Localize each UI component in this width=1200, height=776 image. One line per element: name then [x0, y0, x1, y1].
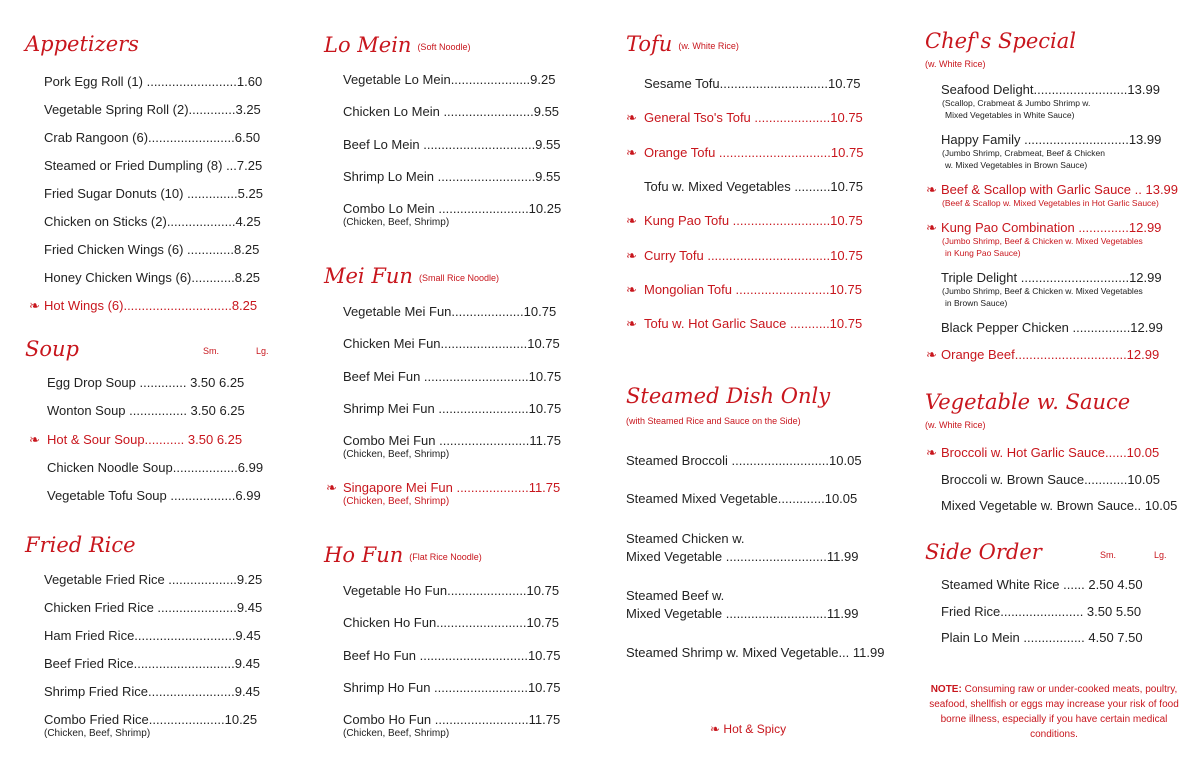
menu-item — [644, 248, 863, 263]
menu-item — [941, 630, 1143, 645]
menu-item-description: (Jumbo Shrimp, Beef & Chicken w. Mixed Vegetables — [942, 236, 1143, 246]
menu-item-text: Fried Rice....................... 3.50 5.50 — [941, 604, 1142, 619]
chili-pepper-icon: ❧ — [710, 722, 721, 736]
menu-item-description: (Scallop, Crabmeat & Jumbo Shrimp w. — [942, 98, 1091, 108]
tofu-subtitle: (w. White Rice) — [678, 41, 739, 51]
chili-pepper-icon: ❧ — [29, 298, 40, 313]
menu-item — [44, 130, 260, 145]
menu-item-text: Combo Ho Fun ..........................11.75 — [343, 712, 561, 727]
ho-fun-title — [324, 543, 482, 567]
menu-item-text: Honey Chicken Wings (6)............8.25 — [44, 270, 261, 285]
menu-item — [44, 298, 257, 313]
lo-mein-title-text: Lo Mein — [324, 33, 412, 57]
soup-sm-header: Sm. — [203, 346, 220, 356]
column-1 — [0, 0, 300, 776]
menu-item-description: (Chicken, Beef, Shrimp) — [44, 728, 151, 739]
mei-fun-subtitle: (Small Rice Noodle) — [418, 273, 499, 283]
menu-item-text: Chicken Lo Mein .........................9.55 — [343, 104, 560, 119]
chefs-special-note: (w. White Rice) — [925, 59, 986, 69]
menu-item-text: Chicken on Sticks (2)...................4.25 — [44, 214, 261, 229]
chili-pepper-icon: ❧ — [626, 316, 637, 331]
menu-item — [343, 401, 561, 416]
menu-item — [44, 270, 260, 285]
menu-item-text: Crab Rangoon (6)........................6.50 — [44, 130, 261, 145]
menu-item-text: Chicken Noodle Soup..................6.99 — [47, 460, 264, 475]
menu-item — [44, 102, 261, 117]
mei-fun-title — [324, 264, 499, 288]
menu-item — [343, 583, 559, 598]
note-label: NOTE: — [930, 684, 962, 695]
menu-item — [343, 712, 560, 740]
menu-item-text: Hot Wings (6)..............................8.25 — [44, 298, 258, 313]
menu-item-text: Shrimp Ho Fun ..........................10.75 — [343, 680, 561, 695]
menu-item-text: Orange Tofu ...............................10.75 — [644, 145, 864, 160]
menu-item — [343, 169, 560, 184]
menu-item — [47, 460, 263, 475]
menu-item-description: (Chicken, Beef, Shrimp) — [343, 217, 450, 228]
chili-pepper-icon: ❧ — [626, 213, 637, 228]
steamed-title: Steamed Dish Only — [626, 384, 831, 408]
menu-item-text: Triple Delight ..............................12.99 — [941, 270, 1162, 285]
menu-item-name-line: Steamed Beef w. — [626, 588, 725, 603]
menu-item — [941, 472, 1160, 487]
ho-fun-title-text: Ho Fun — [324, 543, 404, 567]
menu-item-text: Chicken Mei Fun........................10.75 — [343, 336, 560, 351]
menu-item-description: w. Mixed Vegetables in Brown Sauce) — [945, 159, 1088, 170]
side-order-title: Side Order — [925, 540, 1042, 564]
menu-item-text: Curry Tofu ..................................10.75 — [644, 248, 863, 263]
menu-item-text: Egg Drop Soup ............. 3.50 6.25 — [47, 375, 245, 390]
menu-item-description: in Brown Sauce) — [945, 297, 1008, 308]
menu-item-text: Mixed Vegetable ............................11.99 — [626, 549, 859, 564]
menu-item-text: Kung Pao Tofu ...........................10.75 — [644, 213, 863, 228]
menu-item — [626, 531, 858, 564]
menu-item — [644, 282, 862, 297]
menu-item — [941, 577, 1143, 592]
menu-item — [644, 145, 863, 160]
menu-item-description: (Chicken, Beef, Shrimp) — [343, 728, 450, 739]
menu-item — [44, 712, 257, 740]
menu-item-description: (Chicken, Beef, Shrimp) — [343, 496, 450, 507]
lo-mein-subtitle: (Soft Noodle) — [417, 42, 471, 52]
menu-item-text: Beef Fried Rice............................9.45 — [44, 656, 261, 671]
menu-item-text: Wonton Soup ................ 3.50 6.25 — [47, 403, 245, 418]
menu-item — [343, 137, 560, 152]
menu-item-text: Tofu w. Mixed Vegetables ..........10.75 — [644, 179, 863, 194]
menu-item-text: Orange Beef...............................12.99 — [941, 347, 1160, 362]
menu-item — [343, 480, 560, 508]
chili-pepper-icon: ❧ — [626, 145, 637, 160]
menu-item — [343, 201, 561, 229]
menu-item — [626, 491, 857, 506]
spicy-legend — [710, 722, 786, 736]
ho-fun-subtitle: (Flat Rice Noodle) — [409, 552, 482, 562]
column-4 — [900, 0, 1200, 776]
menu-item-text: Seafood Delight..........................13.99 — [941, 82, 1160, 97]
menu-item-text: Chicken Fried Rice ......................9.45 — [44, 600, 263, 615]
menu-item-text: Combo Mei Fun .........................11.75 — [343, 433, 561, 448]
menu-item — [626, 588, 858, 621]
chili-pepper-icon: ❧ — [626, 248, 637, 263]
menu-item-text: Shrimp Fried Rice........................9.45 — [44, 684, 261, 699]
menu-item-description: (Jumbo Shrimp, Crabmeat, Beef & Chicken — [942, 148, 1105, 158]
menu-item-text: Steamed Mixed Vegetable.............10.05 — [626, 491, 858, 506]
menu-item — [343, 680, 560, 695]
menu-item — [44, 242, 259, 257]
menu-item — [626, 453, 862, 468]
menu-item — [44, 656, 260, 671]
tofu-title-text: Tofu — [626, 32, 673, 56]
menu-item-text: Vegetable Fried Rice ...................9.25 — [44, 572, 263, 587]
menu-item — [44, 158, 262, 173]
menu-item — [941, 320, 1163, 335]
menu-item-text: Mongolian Tofu ..........................10.75 — [644, 282, 862, 297]
chili-pepper-icon: ❧ — [29, 432, 40, 447]
menu-item-text: Fried Chicken Wings (6) .............8.25 — [44, 242, 260, 257]
steamed-note: (with Steamed Rice and Sauce on the Side) — [626, 416, 801, 426]
menu-item — [343, 369, 561, 384]
menu-item-text: Happy Family .............................13.99 — [941, 132, 1162, 147]
menu-item-text: Pork Egg Roll (1) .........................1.60 — [44, 74, 263, 89]
menu-item-text: Kung Pao Combination ..............12.99 — [941, 220, 1162, 235]
chefs-special-title: Chef's Special — [925, 29, 1076, 53]
menu-item-text: Vegetable Spring Roll (2).............3.25 — [44, 102, 261, 117]
menu-item — [343, 433, 561, 461]
menu-item — [47, 432, 242, 447]
menu-item-text: Broccoli w. Hot Garlic Sauce......10.05 — [941, 445, 1160, 460]
menu-item-text: Chicken Ho Fun.........................10.75 — [343, 615, 560, 630]
menu-item — [941, 347, 1159, 362]
menu-item-text: Beef Mei Fun .............................10.75 — [343, 369, 562, 384]
menu-item-text: Mixed Vegetable ............................11.99 — [626, 606, 859, 621]
menu-item — [343, 104, 559, 119]
menu-item — [44, 214, 261, 229]
menu-item — [644, 316, 862, 331]
menu-item — [47, 375, 244, 390]
menu-item-text: Beef Ho Fun ..............................10.75 — [343, 648, 561, 663]
menu-item — [44, 74, 262, 89]
menu-item-text: Ham Fried Rice............................9.45 — [44, 628, 261, 643]
menu-item-text: Tofu w. Hot Garlic Sauce ...........10.75 — [644, 316, 863, 331]
menu-item — [941, 445, 1159, 460]
chili-pepper-icon: ❧ — [926, 445, 937, 460]
chili-pepper-icon: ❧ — [926, 220, 937, 235]
chili-pepper-icon: ❧ — [926, 347, 937, 362]
menu-item-name-line: Steamed Chicken w. — [626, 531, 745, 546]
menu-item-text: Vegetable Ho Fun......................10.75 — [343, 583, 560, 598]
menu-item-text: Black Pepper Chicken ................12.99 — [941, 320, 1163, 335]
menu-item — [941, 132, 1161, 170]
menu-item — [941, 220, 1161, 258]
menu-item — [343, 72, 555, 87]
menu-item — [644, 179, 863, 194]
menu-item-text: Vegetable Lo Mein......................9.25 — [343, 72, 556, 87]
note-text: Consuming raw or under-cooked meats, poultry, seafood, shellfish or eggs may increase your risk of food borne illness, especially if you have certain medical conditions. — [929, 684, 1179, 740]
menu-item-text: Sesame Tofu..............................10.75 — [644, 76, 861, 91]
menu-item-text: Steamed White Rice ...... 2.50 4.50 — [941, 577, 1143, 592]
menu-item-text: Combo Lo Mein .........................10.25 — [343, 201, 562, 216]
menu-item-description: (Beef & Scallop w. Mixed Vegetables in Hot Garlic Sauce) — [942, 198, 1159, 208]
menu-item-text: Fried Sugar Donuts (10) ..............5.25 — [44, 186, 263, 201]
menu-item — [941, 604, 1141, 619]
menu-item-text: Broccoli w. Brown Sauce............10.05 — [941, 472, 1160, 487]
chili-pepper-icon: ❧ — [326, 480, 337, 495]
fried-rice-title: Fried Rice — [25, 533, 136, 557]
menu-item — [644, 213, 863, 228]
menu-item — [44, 600, 262, 615]
menu-item-text: Steamed or Fried Dumpling (8) ...7.25 — [44, 158, 263, 173]
menu-item-description: (Jumbo Shrimp, Beef & Chicken w. Mixed Vegetables — [942, 286, 1143, 296]
veg-sauce-note: (w. White Rice) — [925, 420, 986, 430]
menu-item — [47, 403, 245, 418]
menu-item — [343, 648, 560, 663]
menu-item — [941, 182, 1178, 209]
menu-item — [941, 82, 1160, 120]
column-3 — [600, 0, 900, 776]
menu-item-text: Shrimp Lo Mein ...........................9.55 — [343, 169, 561, 184]
menu-item — [343, 336, 560, 351]
menu-item-text: General Tso's Tofu .....................10.75 — [644, 110, 863, 125]
menu-item — [44, 572, 262, 587]
menu-item — [44, 628, 261, 643]
chili-pepper-icon: ❧ — [926, 182, 937, 197]
menu-item-text: Vegetable Tofu Soup ..................6.99 — [47, 488, 261, 503]
column-2 — [300, 0, 600, 776]
veg-sauce-title: Vegetable w. Sauce — [925, 390, 1131, 414]
menu-item — [47, 488, 261, 503]
menu-item — [343, 615, 559, 630]
lo-mein-title — [324, 33, 470, 57]
menu-item-text: Combo Fried Rice.....................10.25 — [44, 712, 258, 727]
menu-item-text: Steamed Broccoli ...........................10.05 — [626, 453, 862, 468]
side-sm-header: Sm. — [1100, 550, 1117, 560]
menu-item-text: Plain Lo Mein ................. 4.50 7.50 — [941, 630, 1143, 645]
menu-item-description: (Chicken, Beef, Shrimp) — [343, 449, 450, 460]
soup-lg-header: Lg. — [256, 346, 269, 356]
appetizers-title: Appetizers — [25, 32, 139, 56]
menu-item — [44, 684, 260, 699]
menu-item — [343, 304, 556, 319]
menu-item-text: Beef Lo Mein ...............................9.55 — [343, 137, 561, 152]
menu-item — [644, 110, 863, 125]
menu-item-text: Beef & Scallop with Garlic Sauce .. 13.99 — [941, 182, 1179, 197]
mei-fun-title-text: Mei Fun — [324, 264, 413, 288]
menu-item-text: Steamed Shrimp w. Mixed Vegetable... 11.99 — [626, 645, 885, 660]
menu-item-text: Hot & Sour Soup........... 3.50 6.25 — [47, 432, 243, 447]
menu-item-text: Vegetable Mei Fun....................10.75 — [343, 304, 557, 319]
menu-item — [44, 186, 263, 201]
soup-title: Soup — [25, 337, 79, 361]
food-safety-note — [922, 682, 1186, 742]
side-lg-header: Lg. — [1154, 550, 1167, 560]
menu-item-text: Mixed Vegetable w. Brown Sauce.. 10.05 — [941, 498, 1178, 513]
chili-pepper-icon: ❧ — [626, 110, 637, 125]
menu-item-text: Singapore Mei Fun ....................11.75 — [343, 480, 561, 495]
menu-item — [941, 498, 1177, 513]
chili-pepper-icon: ❧ — [626, 282, 637, 297]
menu-item-text: Shrimp Mei Fun .........................10.75 — [343, 401, 562, 416]
menu-item-description: in Kung Pao Sauce) — [945, 247, 1021, 258]
menu-item — [626, 645, 884, 660]
menu-item — [644, 76, 861, 91]
menu-item — [941, 270, 1162, 308]
menu-item-description: Mixed Vegetables in White Sauce) — [945, 109, 1075, 120]
tofu-title — [626, 32, 739, 56]
spicy-legend-label: Hot & Spicy — [723, 722, 787, 736]
